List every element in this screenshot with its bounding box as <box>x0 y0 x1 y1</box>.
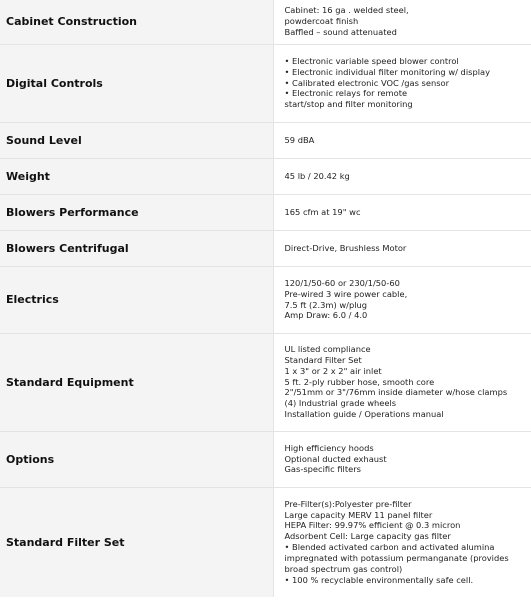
spec-label: Standard Filter Set <box>0 487 273 597</box>
spec-row <box>0 487 531 597</box>
spec-value-line: 1 x 3" or 2 x 2" air inlet <box>284 365 382 376</box>
spec-value-line: 165 cfm at 19" wc <box>284 206 361 217</box>
spec-row <box>0 0 531 44</box>
spec-value-line: 7.5 ft (2.3m) w/plug <box>284 299 368 310</box>
spec-value-line: Amp Draw: 6.0 / 4.0 <box>284 310 368 321</box>
spec-row <box>0 333 531 431</box>
spec-label: Sound Level <box>0 122 273 158</box>
spec-value-line: Gas-specific filters <box>284 464 361 475</box>
spec-label: Cabinet Construction <box>0 0 273 44</box>
spec-value-line: broad spectrum gas control) <box>284 564 403 575</box>
spec-value-line: 45 lb / 20.42 kg <box>284 170 350 181</box>
spec-value <box>273 0 531 44</box>
spec-row <box>0 431 531 487</box>
spec-value-line: • Electronic variable speed blower control <box>284 55 459 66</box>
spec-value-line: 2"/51mm or 3"/76mm inside diameter w/hose clamps <box>284 387 508 398</box>
spec-value <box>273 266 531 333</box>
spec-value-line: • Blended activated carbon and activated alumina <box>284 542 495 553</box>
spec-row <box>0 158 531 194</box>
spec-value-line: Direct-Drive, Brushless Motor <box>284 242 407 253</box>
spec-value-line: Adsorbent Cell: Large capacity gas filter <box>284 531 451 542</box>
spec-label: Electrics <box>0 266 273 333</box>
spec-value <box>273 194 531 230</box>
spec-row <box>0 266 531 333</box>
spec-label: Blowers Performance <box>0 194 273 230</box>
spec-value-line: Baffled – sound attenuated <box>284 27 397 38</box>
spec-value-line: HEPA Filter: 99.97% efficient @ 0.3 micron <box>284 520 461 531</box>
spec-value-line: 59 dBA <box>284 134 315 145</box>
spec-value-line: • Calibrated electronic VOC /gas sensor <box>284 77 450 88</box>
spec-value-line: Pre-Filter(s):Polyester pre-filter <box>284 498 412 509</box>
spec-value-line: 120/1/50-60 or 230/1/50-60 <box>284 277 400 288</box>
spec-value <box>273 431 531 487</box>
spec-value-line: start/stop and filter monitoring <box>284 99 413 110</box>
spec-value-line: • Electronic individual filter monitoring w/ display <box>284 66 491 77</box>
spec-row <box>0 194 531 230</box>
spec-value-line: Installation guide / Operations manual <box>284 409 444 420</box>
spec-value-line: High efficiency hoods <box>284 442 374 453</box>
spec-label: Weight <box>0 158 273 194</box>
spec-row <box>0 44 531 122</box>
spec-value <box>273 333 531 431</box>
spec-value-line: • Electronic relays for remote <box>284 88 408 99</box>
spec-value-line: Large capacity MERV 11 panel filter <box>284 509 433 520</box>
spec-value-line: powdercoat finish <box>284 16 359 27</box>
spec-value-line: Cabinet: 16 ga . welded steel, <box>284 5 409 16</box>
spec-label: Standard Equipment <box>0 333 273 431</box>
spec-value-line: impregnated with potassium permanganate (provides <box>284 553 509 564</box>
spec-value-line: (4) Industrial grade wheels <box>284 398 397 409</box>
spec-value-line: • 100 % recyclable environmentally safe cell. <box>284 574 474 585</box>
spec-value <box>273 158 531 194</box>
spec-value-line: Optional ducted exhaust <box>284 453 387 464</box>
spec-value <box>273 122 531 158</box>
spec-row <box>0 122 531 158</box>
spec-row <box>0 230 531 266</box>
spec-value <box>273 44 531 122</box>
spec-value <box>273 487 531 597</box>
spec-value-line: Pre-wired 3 wire power cable, <box>284 288 408 299</box>
spec-label: Options <box>0 431 273 487</box>
spec-value-line: UL listed compliance <box>284 343 371 354</box>
spec-value <box>273 230 531 266</box>
spec-value-line: 5 ft. 2-ply rubber hose, smooth core <box>284 376 435 387</box>
spec-label: Digital Controls <box>0 44 273 122</box>
spec-value-line: Standard Filter Set <box>284 354 362 365</box>
spec-label: Blowers Centrifugal <box>0 230 273 266</box>
